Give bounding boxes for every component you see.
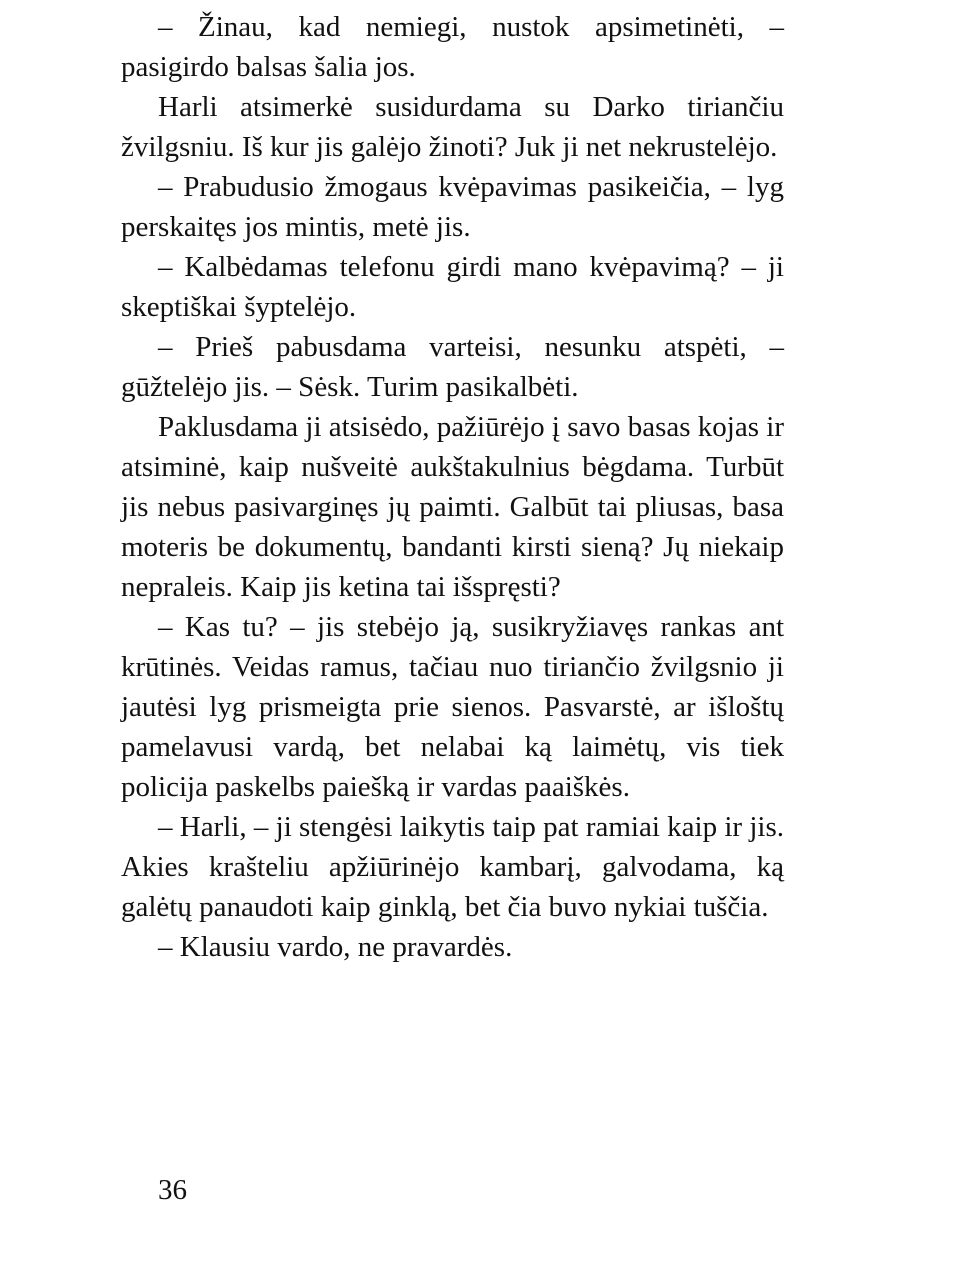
paragraph: – Žinau, kad nemiegi, nustok apsimetinėti, – pasigirdo balsas šalia jos. [121,11,784,83]
paragraph: – Harli, – ji stengėsi laikytis taip pat ramiai kaip ir jis. Akies krašteliu apžiūrinėjo kambarį, galvodama, ką galėtų panaudoti kaip ginklą, bet čia buvo nykiai tuščia. [121,811,784,923]
paragraph: – Kalbėdamas telefonu girdi mano kvėpavimą? – ji skeptiškai šyptelėjo. [121,251,784,323]
paragraph: – Klausiu vardo, ne pravardės. [158,931,513,963]
paragraph: – Prabudusio žmogaus kvėpavimas pasikeičia, – lyg perskaitęs jos mintis, metė jis. [121,171,784,243]
paragraph: – Kas tu? – jis stebėjo ją, susikryžiavęs rankas ant krūtinės. Veidas ramus, tačiau nuo tiriančio žvilgsnio ji jautėsi lyg prismeigta prie sienos. Pasvarstė, ar išloštų pamelavusi vardą, bet nelabai ką laimėtų, vis tiek policija paskelbs paiešką ir vardas paaiškės. [121,611,784,803]
paragraph: Paklusdama ji atsisėdo, pažiūrėjo į savo basas kojas ir atsiminė, kaip nušveitė aukštakulnius bėgdama. Turbūt jis nebus pasivarginęs jų paimti. Galbūt tai pliusas, basa moteris be dokumentų, bandanti kirsti sieną? Jų niekaip nepraleis. Kaip jis ketina tai išspręsti? [121,411,784,603]
paragraph: – Prieš pabusdama varteisi, nesunku atspėti, – gūžtelėjo jis. – Sėsk. Turim pasikalbėti. [121,331,784,403]
body-text [121,7,784,967]
page-number: 36 [158,1174,187,1206]
paragraph: Harli atsimerkė susidurdama su Darko tiriančiu žvilgsniu. Iš kur jis galėjo žinoti? Juk ji net nekrustelėjo. [121,91,784,163]
